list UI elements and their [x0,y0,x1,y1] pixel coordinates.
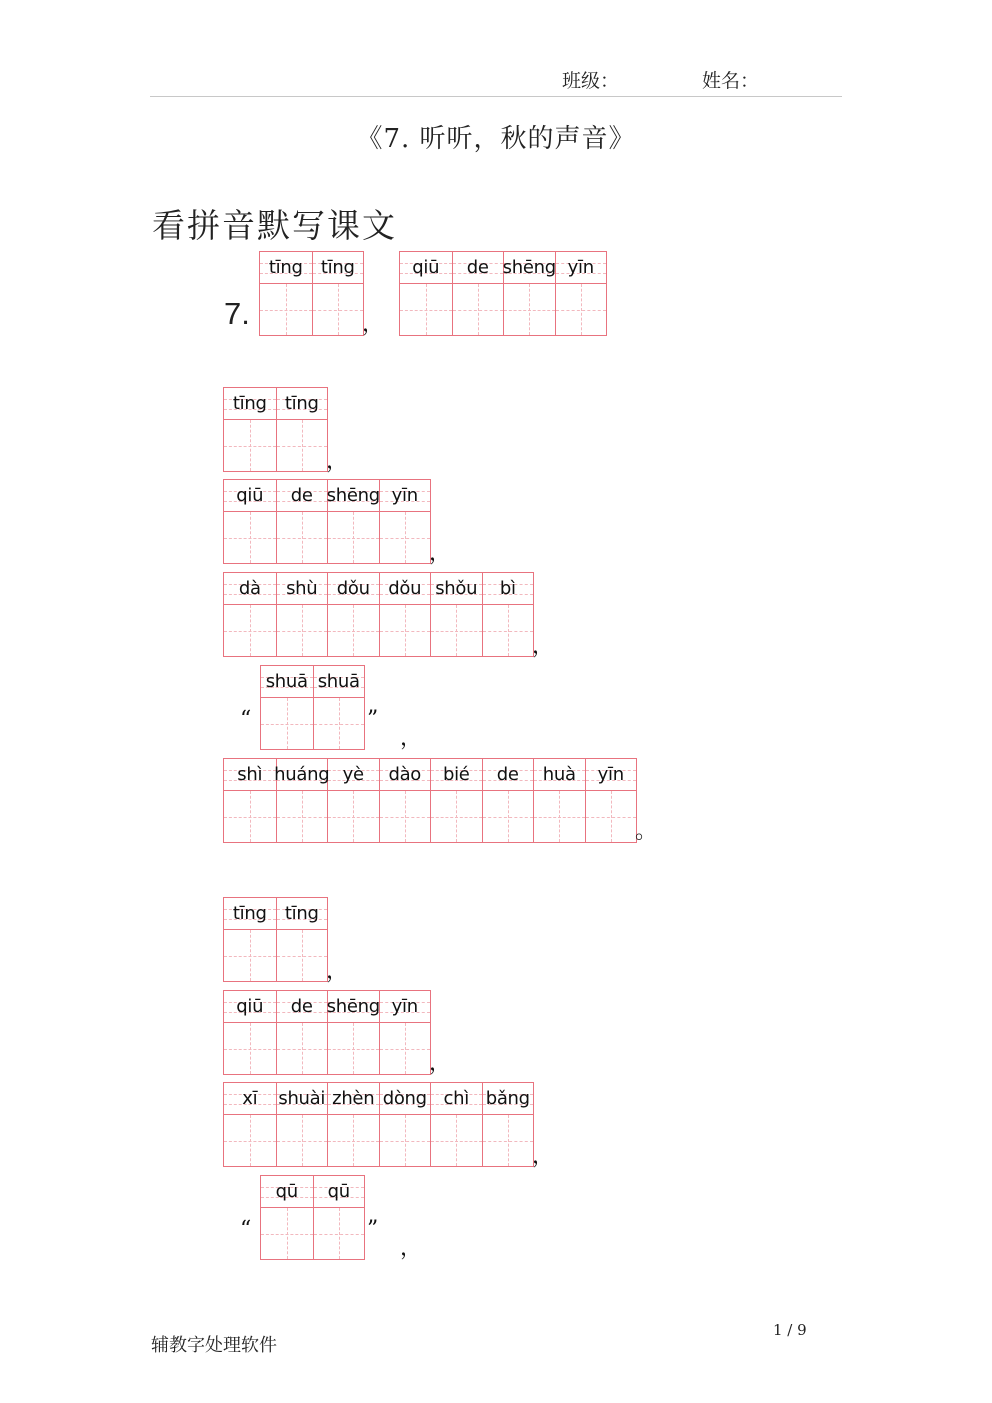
character-box[interactable] [328,605,379,656]
pinyin-syllable: de [290,996,313,1017]
comma: ， [429,1051,452,1076]
character-box[interactable] [328,1115,379,1166]
pinyin-row [380,759,431,791]
writing-cell [260,252,312,335]
pinyin-row [224,1083,276,1115]
character-box[interactable] [314,1208,365,1259]
pinyin-syllable: qiū [236,996,264,1017]
pinyin-row [400,252,452,284]
writing-cell [379,480,431,563]
character-box[interactable] [260,284,312,335]
pinyin-syllable: qū [327,1181,350,1202]
character-box[interactable] [224,420,276,471]
character-box[interactable] [534,791,585,842]
character-box[interactable] [431,1115,482,1166]
writing-cell [482,573,534,656]
character-box[interactable] [277,605,328,656]
writing-cell [327,1083,379,1166]
writing-cell [400,252,452,335]
pinyin-grid-s1-5 [223,758,637,843]
pinyin-row [328,573,379,605]
comma: ， [400,726,423,751]
pinyin-row [328,480,379,512]
pinyin-syllable: de [496,764,519,785]
pinyin-row [328,1083,379,1115]
pinyin-row [534,759,585,791]
writing-cell [224,1083,276,1166]
writing-cell [452,252,504,335]
open-quote: “ [240,1217,252,1242]
pinyin-row [380,573,431,605]
pinyin-syllable: yīn [391,485,418,506]
writing-cell [585,759,637,842]
pinyin-syllable: yīn [597,764,624,785]
character-box[interactable] [277,1023,328,1074]
pinyin-row [431,573,482,605]
pinyin-syllable: shuài [278,1088,326,1109]
writing-cell [533,759,585,842]
writing-cell [379,1083,431,1166]
character-box[interactable] [277,791,328,842]
open-quote: “ [240,707,252,732]
pinyin-syllable: dǒu [336,578,370,599]
pinyin-grid-s1-3 [223,572,534,657]
header-divider [150,96,842,97]
pinyin-row [431,1083,482,1115]
pinyin-syllable: shuā [317,671,360,692]
character-box[interactable] [328,512,379,563]
character-box[interactable] [380,512,431,563]
pinyin-row [586,759,637,791]
character-box[interactable] [224,512,276,563]
writing-cell [276,573,328,656]
pinyin-syllable: huà [542,764,576,785]
comma: ， [429,541,452,566]
character-box[interactable] [328,791,379,842]
writing-cell [276,388,328,471]
pinyin-syllable: tīng [284,393,319,414]
character-box[interactable] [277,512,328,563]
writing-cell [327,480,379,563]
pinyin-row [224,759,276,791]
character-box[interactable] [483,1115,534,1166]
writing-cell [224,898,276,981]
writing-cell [312,252,364,335]
page-number: 1 / 9 [773,1321,807,1339]
pinyin-row [224,480,276,512]
pinyin-syllable: dǒu [388,578,422,599]
character-box[interactable] [224,605,276,656]
pinyin-syllable: shù [286,578,318,599]
pinyin-syllable: tīng [284,903,319,924]
writing-cell [379,991,431,1074]
name-label: 姓名： [702,70,760,92]
character-box[interactable] [400,284,452,335]
pinyin-grid-title-a [259,251,364,336]
comma: ， [362,312,385,337]
character-box[interactable] [431,605,482,656]
writing-cell [379,573,431,656]
comma: ， [532,1144,555,1169]
pinyin-row [224,991,276,1023]
pinyin-syllable: chì [443,1088,469,1109]
pinyin-row [504,252,555,284]
writing-cell [224,388,276,471]
pinyin-syllable: xī [242,1088,258,1109]
period: 。 [635,819,658,844]
pinyin-row [277,388,328,420]
character-box[interactable] [261,1208,313,1259]
writing-cell [224,991,276,1074]
writing-cell [224,759,276,842]
writing-cell [482,759,534,842]
pinyin-row [328,991,379,1023]
pinyin-row [313,252,364,284]
pinyin-row [261,666,313,698]
pinyin-grid-s1-1 [223,387,328,472]
writing-cell [430,573,482,656]
writing-cell [503,252,555,335]
pinyin-row [483,759,534,791]
pinyin-row [380,480,431,512]
writing-cell [313,1176,365,1259]
character-box[interactable] [380,1023,431,1074]
writing-cell [482,1083,534,1166]
pinyin-syllable: tīng [232,903,267,924]
pinyin-syllable: qū [275,1181,298,1202]
comma: ， [532,634,555,659]
pinyin-syllable: de [290,485,313,506]
writing-cell [261,666,313,749]
section-title: 看拼音默写课文 [152,206,397,245]
pinyin-row [483,573,534,605]
pinyin-grid-title-b [399,251,607,336]
character-box[interactable] [224,1115,276,1166]
comma: ， [400,1236,423,1261]
character-box[interactable] [453,284,504,335]
pinyin-row [277,1083,328,1115]
character-box[interactable] [586,791,637,842]
pinyin-grid-s1-2 [223,479,431,564]
pinyin-syllable: de [466,257,489,278]
pinyin-row [556,252,607,284]
pinyin-grid-s2-1 [223,897,328,982]
writing-cell [327,573,379,656]
character-box[interactable] [313,284,364,335]
writing-cell [276,991,328,1074]
lesson-number: 7. [224,296,250,331]
character-box[interactable] [380,605,431,656]
pinyin-row [380,1083,431,1115]
pinyin-grid-s2-3 [223,1082,534,1167]
pinyin-row [274,759,330,791]
writing-cell [555,252,607,335]
pinyin-grid-s1-4 [260,665,365,750]
pinyin-syllable: dòng [382,1088,427,1109]
writing-cell [276,480,328,563]
pinyin-row [328,759,379,791]
pinyin-syllable: shēng [502,257,556,278]
comma: ， [326,959,349,984]
writing-cell [261,1176,313,1259]
pinyin-row [431,759,482,791]
pinyin-syllable: bié [442,764,470,785]
writing-cell [430,759,482,842]
character-box[interactable] [277,420,328,471]
comma: ， [326,449,349,474]
pinyin-row [277,573,328,605]
pinyin-row [483,1083,534,1115]
pinyin-syllable: tīng [268,257,303,278]
class-label: 班级： [562,70,620,92]
character-box[interactable] [556,284,607,335]
pinyin-syllable: shuā [265,671,308,692]
pinyin-syllable: qiū [412,257,440,278]
pinyin-row [224,388,276,420]
character-box[interactable] [431,791,482,842]
pinyin-row [260,252,312,284]
pinyin-row [261,1176,313,1208]
character-box[interactable] [380,791,431,842]
pinyin-row [314,1176,365,1208]
pinyin-grid-s2-2 [223,990,431,1075]
pinyin-row [277,898,328,930]
pinyin-grid-s2-4 [260,1175,365,1260]
character-box[interactable] [261,698,313,749]
pinyin-syllable: tīng [320,257,355,278]
pinyin-syllable: dào [388,764,422,785]
footer-software-name: 辅教字处理软件 [151,1335,277,1356]
pinyin-syllable: huáng [274,764,330,785]
pinyin-syllable: qiū [236,485,264,506]
writing-cell [430,1083,482,1166]
writing-cell [327,759,379,842]
pinyin-row [224,898,276,930]
character-box[interactable] [314,698,365,749]
pinyin-syllable: shēng [326,996,380,1017]
character-box[interactable] [224,1023,276,1074]
pinyin-row [453,252,504,284]
document-title: 《7. 听听，秋的声音》 [356,124,636,154]
pinyin-row [277,480,328,512]
character-box[interactable] [277,930,328,981]
pinyin-row [277,991,328,1023]
pinyin-syllable: shì [237,764,263,785]
pinyin-row [314,666,365,698]
character-box[interactable] [483,791,534,842]
pinyin-syllable: tīng [232,393,267,414]
pinyin-syllable: shǒu [435,578,478,599]
pinyin-syllable: bì [499,578,516,599]
pinyin-syllable: yè [342,764,364,785]
writing-cell [379,759,431,842]
pinyin-syllable: yīn [567,257,594,278]
close-quote: ” [367,707,379,732]
character-box[interactable] [504,284,555,335]
pinyin-syllable: bǎng [485,1088,530,1109]
pinyin-syllable: yīn [391,996,418,1017]
writing-cell [313,666,365,749]
pinyin-syllable: zhèn [332,1088,375,1109]
pinyin-row [380,991,431,1023]
writing-cell [224,573,276,656]
writing-cell [327,991,379,1074]
character-box[interactable] [380,1115,431,1166]
writing-cell [224,480,276,563]
pinyin-syllable: dà [238,578,261,599]
character-box[interactable] [224,930,276,981]
character-box[interactable] [277,1115,328,1166]
character-box[interactable] [224,791,276,842]
character-box[interactable] [328,1023,379,1074]
writing-cell [276,898,328,981]
close-quote: ” [367,1217,379,1242]
writing-cell [276,759,328,842]
pinyin-row [224,573,276,605]
writing-cell [276,1083,328,1166]
pinyin-syllable: shēng [326,485,380,506]
character-box[interactable] [483,605,534,656]
